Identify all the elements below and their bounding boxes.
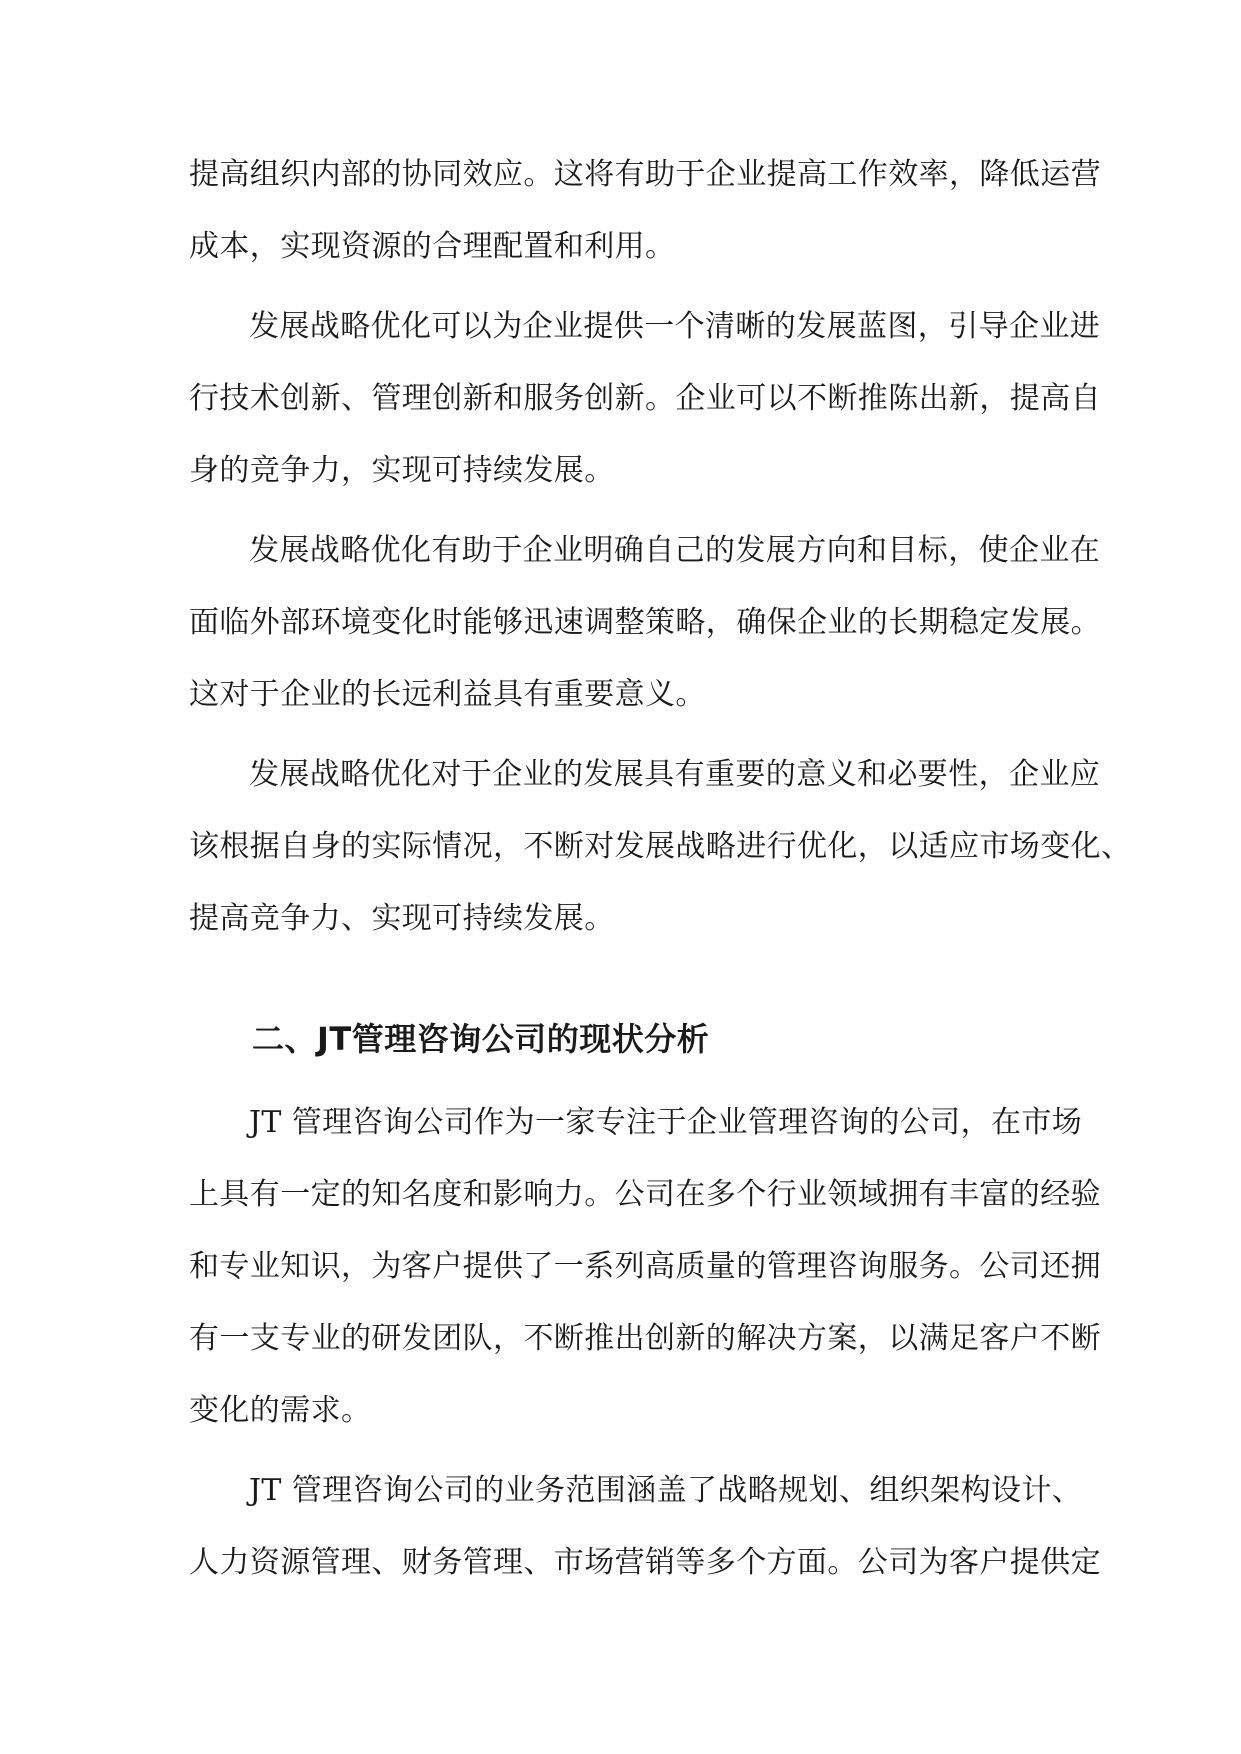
paragraph-line: JT 管理咨询公司的业务范围涵盖了战略规划、组织架构设计、 [249, 1473, 1083, 1508]
paragraph-line: 提高竞争力、实现可持续发展。 [189, 901, 615, 936]
paragraph-line: 人力资源管理、财务管理、市场营销等多个方面。公司为客户提供定 [189, 1545, 1101, 1580]
paragraph-line: 面临外部环境变化时能够迅速调整策略，确保企业的长期稳定发展。 [189, 605, 1101, 640]
paragraph-line: 这对于企业的长远利益具有重要意义。 [189, 677, 706, 712]
paragraph-line: 发展战略优化对于企业的发展具有重要的意义和必要性，企业应 [249, 757, 1101, 792]
paragraph-line: 和专业知识，为客户提供了一系列高质量的管理咨询服务。公司还拥 [189, 1249, 1101, 1284]
paragraph-line: JT 管理咨询公司作为一家专注于企业管理咨询的公司，在市场 [249, 1105, 1083, 1140]
paragraph-line: 身的竞争力，实现可持续发展。 [189, 453, 615, 488]
paragraph-line: 成本，实现资源的合理配置和利用。 [189, 229, 676, 264]
paragraph-line: 发展战略优化有助于企业明确自己的发展方向和目标，使企业在 [249, 533, 1101, 568]
paragraph-line: 提高组织内部的协同效应。这将有助于企业提高工作效率，降低运营 [189, 157, 1101, 192]
paragraph-line: 发展战略优化可以为企业提供一个清晰的发展蓝图，引导企业进 [249, 309, 1101, 344]
paragraph-line: 有一支专业的研发团队，不断推出创新的解决方案，以满足客户不断 [189, 1321, 1101, 1356]
section-heading: 二、JT管理咨询公司的现状分析 [252, 1020, 710, 1058]
paragraph-line: 变化的需求。 [189, 1393, 372, 1428]
paragraph-line: 上具有一定的知名度和影响力。公司在多个行业领域拥有丰富的经验 [189, 1177, 1101, 1212]
paragraph-line: 该根据自身的实际情况，不断对发展战略进行优化，以适应市场变化、 [189, 829, 1132, 864]
paragraph-line: 行技术创新、管理创新和服务创新。企业可以不断推陈出新，提高自 [189, 381, 1101, 416]
